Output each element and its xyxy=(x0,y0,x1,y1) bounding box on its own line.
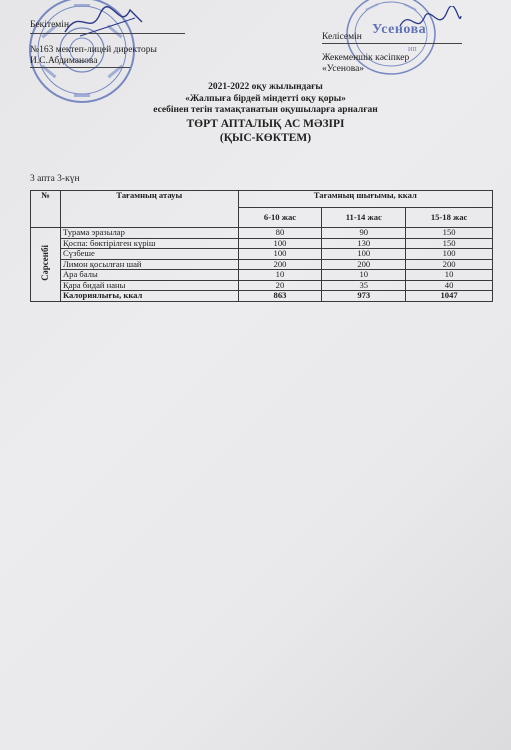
approver-position: №163 мектеп-лицей директоры xyxy=(30,45,157,55)
table-row xyxy=(31,270,493,281)
agreed-position: Жекеменшік кәсіпкер xyxy=(322,53,410,63)
age-group-header: 6-10 жас xyxy=(238,208,322,228)
approved-label: Бекітемін xyxy=(30,20,70,30)
table-row xyxy=(31,259,493,270)
dish-value: 100 xyxy=(406,249,493,260)
name-underline-left xyxy=(30,67,130,68)
dish-value: 35 xyxy=(322,280,406,291)
seal-sub-text: ИП xyxy=(408,47,417,53)
table-row xyxy=(31,238,493,249)
signature-line-left xyxy=(30,33,185,34)
table-row xyxy=(31,249,493,260)
dish-value: 80 xyxy=(238,228,322,239)
table-header-row xyxy=(31,191,493,208)
dish-name: Ара балы xyxy=(60,270,238,281)
dish-value: 100 xyxy=(238,249,322,260)
dish-value: 10 xyxy=(322,270,406,281)
dish-name: Қара бидай наны xyxy=(60,280,238,291)
dish-value: 100 xyxy=(238,238,322,249)
total-value: 863 xyxy=(238,291,322,302)
total-value: 973 xyxy=(322,291,406,302)
dish-value: 200 xyxy=(238,259,322,270)
agreed-name: «Усенова» xyxy=(322,64,365,74)
age-group-header: 15-18 жас xyxy=(406,208,493,228)
dish-value: 10 xyxy=(406,270,493,281)
dish-value: 150 xyxy=(406,238,493,249)
header-line-1: 2021-2022 оқу жылындағы xyxy=(208,82,323,92)
header-line-3: есебінен тегін тамақтанатын оқушыларға арналған xyxy=(153,105,378,115)
agreed-label: Келісемін xyxy=(322,32,362,42)
table-row xyxy=(31,228,493,239)
dish-value: 40 xyxy=(406,280,493,291)
header-line-2: «Жалпыға бірдей міндетті оқу қоры» xyxy=(185,93,346,104)
dish-value: 200 xyxy=(406,259,493,270)
col-yield-header: Тағамның шығымы, ккал xyxy=(238,191,492,208)
dish-value: 100 xyxy=(322,249,406,260)
dish-value: 200 xyxy=(322,259,406,270)
seal-center-text: Усенова xyxy=(372,22,427,37)
total-label: Калориялығы, ккал xyxy=(60,291,238,302)
dish-name: Лимон қосылған шай xyxy=(60,259,238,270)
day-cell xyxy=(31,228,61,302)
col-dish-header: Тағамның атауы xyxy=(60,191,238,228)
day-label: Сәрсенбі xyxy=(39,245,50,281)
director-signature xyxy=(60,2,150,42)
dish-value: 20 xyxy=(238,280,322,291)
week-day-label: 3 апта 3-күн xyxy=(30,174,80,184)
dish-value: 10 xyxy=(238,270,322,281)
age-group-header: 11-14 жас xyxy=(322,208,406,228)
document-title: ТӨРТ АПТАЛЫҚ АС МӘЗІРІ xyxy=(186,117,345,130)
dish-name: Сүзбеше xyxy=(60,249,238,260)
document-header xyxy=(10,82,511,145)
table-row xyxy=(31,280,493,291)
dish-value: 130 xyxy=(322,238,406,249)
approver-name: И.С.Абдиманова xyxy=(30,56,98,66)
entrepreneur-signature xyxy=(395,6,465,46)
col-number-header: № xyxy=(31,191,61,228)
signature-line-right xyxy=(322,43,462,44)
dish-name: Қоспа: бөктірілген күріш xyxy=(60,238,238,249)
dish-value: 90 xyxy=(322,228,406,239)
dish-name: Турама эразылар xyxy=(60,228,238,239)
menu-table xyxy=(30,190,493,302)
dish-value: 150 xyxy=(406,228,493,239)
total-value: 1047 xyxy=(406,291,493,302)
document-subtitle: (ҚЫС-КӨКТЕМ) xyxy=(219,131,312,144)
total-row xyxy=(31,291,493,302)
